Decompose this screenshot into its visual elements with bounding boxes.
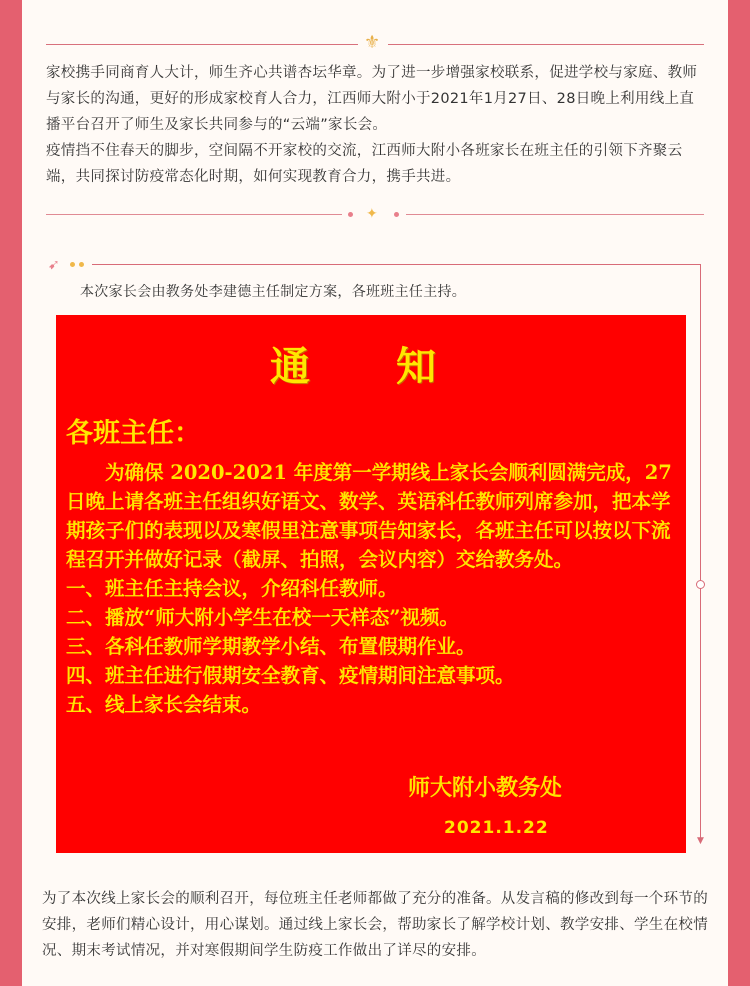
arrow-ornament-icon: ➹	[48, 257, 60, 273]
notice-title: 通 知	[270, 343, 472, 390]
notice-body-paragraph: 为确保 2020-2021 年度第一学期线上家长会顺利圆满完成，27 日晚上请各班主任组织好语文、数学、英语科任教师列席参加，把本学期孩子们的表现以及寒假里注意事项告知家长，各班主任可以按以下流程召开并做好记录（截屏、拍照，会议内容）交给教务处。	[66, 461, 672, 571]
outro-paragraph: 为了本次线上家长会的顺利召开，每位班主任老师都做了充分的准备。从发言稿的修改到每一个环节的安排，老师们精心设计，用心谋划。通过线上家长会，帮助家长了解学校计划、教学安排、学生在校情况、期末考试情况，并对寒假期间学生防疫工作做出了详尽的安排。	[42, 891, 708, 959]
frame-knob-icon	[696, 580, 705, 589]
intro-divider-right	[406, 214, 704, 215]
fleur-de-lis-icon: ⚜	[364, 32, 381, 53]
notice-step-4: 四、班主任进行假期安全教育、疫情期间注意事项。	[66, 664, 515, 687]
dot-ornament-icon	[394, 212, 399, 217]
notice-image	[56, 315, 686, 853]
notice-step-3: 三、各科任教师学期教学小结、布置假期作业。	[66, 635, 476, 658]
intro-paragraph-1: 家校携手同商育人大计，师生齐心共谱杏坛华章。为了进一步增强家校联系，促进学校与家庭、教师与家长的沟通，更好的形成家校育人合力，江西师大附小于2021年1月27日、28日晚上利用线上直播平台召开了师生及家长共同参与的“云端”家长会。	[46, 65, 698, 133]
notice-signature: 师大附小教务处	[408, 775, 563, 801]
frame-top-line	[92, 264, 701, 265]
intro-paragraph-2: 疫情挡不住春天的脚步，空间隔不开家校的交流，江西师大附小各班家长在班主任的引领下齐聚云端，共同探讨防疫常态化时期，如何实现教育合力，携手共进。	[46, 143, 683, 185]
dot-ornament-icon	[79, 262, 84, 267]
notice-step-1: 一、班主任主持会议，介绍科任教师。	[66, 577, 398, 600]
intro-text	[46, 60, 706, 190]
top-divider-right	[388, 44, 704, 45]
frame-tip-icon: ▼	[697, 836, 704, 846]
notice-step-2: 二、播放“师大附小学生在校一天样态”视频。	[66, 606, 459, 629]
notice-body	[66, 458, 681, 719]
image-caption: 本次家长会由教务处李建德主任制定方案，各班班主任主持。	[80, 284, 467, 300]
dot-ornament-icon	[348, 212, 353, 217]
intro-divider-left	[46, 214, 342, 215]
dot-ornament-icon	[70, 262, 75, 267]
top-divider-left	[46, 44, 358, 45]
outro-text	[42, 886, 708, 964]
frame-right-line	[700, 264, 701, 842]
notice-date: 2021.1.22	[444, 818, 549, 838]
star-ornament-icon: ✦	[366, 206, 378, 222]
article-page	[22, 0, 728, 986]
notice-salutation: 各班主任：	[66, 418, 201, 449]
notice-step-5: 五、线上家长会结束。	[66, 693, 262, 716]
